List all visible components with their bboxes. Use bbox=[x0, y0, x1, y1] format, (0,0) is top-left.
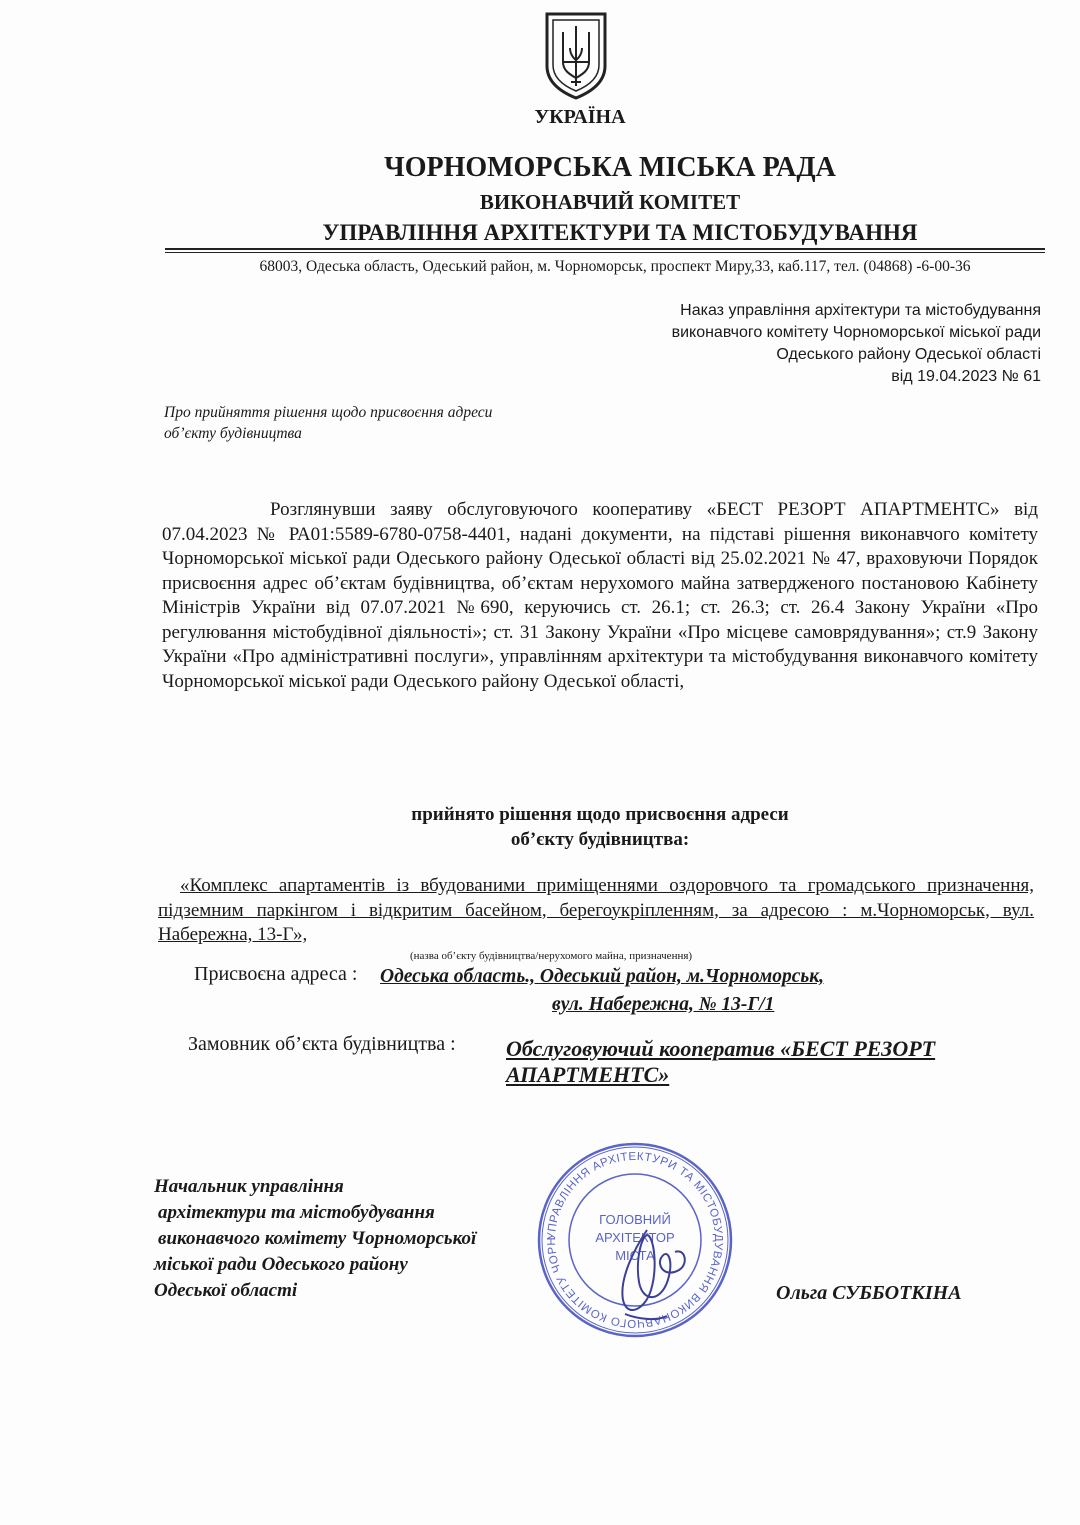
order-reference bbox=[560, 300, 1041, 388]
council-name: ЧОРНОМОРСЬКА МІСЬКА РАДА bbox=[384, 152, 836, 183]
order-line-3: Одеського району Одеської області bbox=[776, 346, 1041, 363]
order-line-2: виконавчого комітету Чорноморської міської ради bbox=[671, 324, 1041, 341]
coat-of-arms-icon bbox=[543, 10, 609, 100]
order-line-1: Наказ управління архітектури та містобудування bbox=[680, 302, 1041, 319]
header-divider bbox=[165, 248, 1045, 250]
assigned-address-label: Присвоєна адреса : bbox=[194, 963, 358, 985]
signatory-title bbox=[154, 1174, 554, 1304]
subject-line-2: об’єкту будівництва bbox=[164, 425, 302, 442]
decision-line-2: об’єкту будівництва: bbox=[510, 829, 690, 850]
customer-label: Замовник об’єкта будівництва : bbox=[188, 1033, 456, 1055]
body-paragraph: Розглянувши заяву обслуговуючого кооперативу «БЕСТ РЕЗОРТ АПАРТМЕНТС» від 07.04.2023 № РА01:5589-6780-0758-4401, надані документи, на підставі рішення виконавчого комітету Чорноморської міської ради Одеського району Одеської області від 25.02.2021 № 47, враховуючи Порядок присвоєння адрес об’єктам будівництва, об’єктам нерухомого майна затвердженого постановою Кабінету Міністрів України від 07.07.2021 №690, керуючись ст. 26.1; ст. 26.3; ст. 26.4 Закону України «Про регулювання містобудівної діяльності»; ст. 31 Закону України «Про місцеве самоврядування»; ст.9 Закону України «Про адміністративні послуги», управлінням архітектури та містобудування виконавчого комітету Чорноморської міської ради Одеського району Одеської області, bbox=[162, 499, 1038, 692]
order-date-number: від 19.04.2023 № 61 bbox=[891, 368, 1041, 385]
object-caption: (назва об’єкту будівництва/нерухомого майна, призначення) bbox=[410, 950, 693, 962]
department-name: УПРАВЛІННЯ АРХІТЕКТУРИ ТА МІСТОБУДУВАННЯ bbox=[322, 220, 918, 245]
signatory-title-line-5: Одеської області bbox=[154, 1280, 298, 1301]
order-subject bbox=[164, 402, 624, 444]
assigned-address-line-1: Одеська область., Одеський район, м.Чорноморськ, bbox=[380, 966, 825, 987]
customer-line-1: Обслуговуючий кооператив «БЕСТ РЕЗОРТ bbox=[506, 1036, 936, 1061]
subject-line-1: Про прийняття рішення щодо присвоєння адреси bbox=[164, 404, 493, 421]
stamp-inner-line-2: АРХІТЕКТОР bbox=[595, 1230, 675, 1245]
header-divider-thin bbox=[165, 252, 1045, 253]
stamp-ring-text: УПРАВЛІННЯ АРХІТЕКТУРИ ТА МІСТОБУДУВАННЯ ВИКОНАВЧОГО КОМІТЕТУ ЧОРН bbox=[545, 1150, 725, 1330]
customer-line-2: АПАРТМЕНТС» bbox=[506, 1062, 670, 1087]
signatory-title-line-3: виконавчого комітету Чорноморської bbox=[158, 1228, 477, 1249]
stamp-inner-line-1: ГОЛОВНИЙ bbox=[599, 1212, 671, 1227]
signatory-title-line-4: міської ради Одеського району bbox=[154, 1254, 408, 1275]
signatory-title-line-2: архітектури та містобудування bbox=[158, 1202, 435, 1223]
country-name: УКРАЇНА bbox=[534, 106, 626, 128]
signatory-title-line-1: Начальник управління bbox=[154, 1176, 344, 1197]
object-name: «Комплекс апартаментів із вбудованими приміщеннями оздоровчого та громадського призначення, підземним паркінгом і відкритим басейном, берегоукріпленням, за адресою : м.Чорноморськ, вул. Набережна, 13-Г», bbox=[158, 875, 1034, 945]
stamp-inner-line-3: МІСТА bbox=[615, 1248, 655, 1263]
committee-name: ВИКОНАВЧИЙ КОМІТЕТ bbox=[479, 190, 741, 214]
assigned-address-line-2: вул. Набережна, № 13-Г/1 bbox=[552, 994, 775, 1015]
decision-heading bbox=[320, 802, 880, 852]
handwritten-signature bbox=[605, 1218, 695, 1328]
department-address: 68003, Одеська область, Одеський район, м. Чорноморськ, проспект Миру,33, каб.117, тел. (04868) -6-00-36 bbox=[259, 258, 971, 275]
signatory-name: Ольга СУББОТКІНА bbox=[776, 1282, 962, 1304]
decision-line-1: прийнято рішення щодо присвоєння адреси bbox=[411, 804, 789, 825]
